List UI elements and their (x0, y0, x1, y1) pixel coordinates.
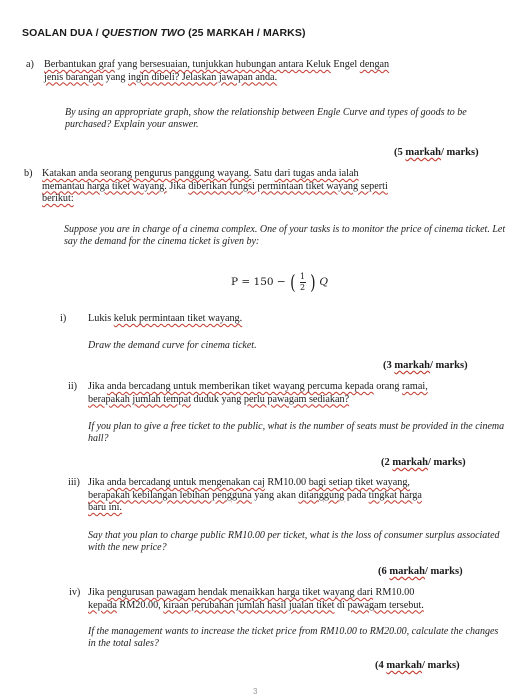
sub-i-malay: Lukis keluk permintaan tiket wayang. (88, 313, 243, 324)
sub-iv-english: If the management wants to increase the ticket price from RM10.00 to RM20.00, calculate the changes in the total sales? (88, 626, 499, 650)
part-a-marks: (5 markah/ marks) (394, 147, 479, 158)
part-b-english: Suppose you are in charge of a cinema complex. One of your tasks is to monitor the price of cinema ticket. Let say the demand for the cinema ticket is given by: (64, 224, 506, 248)
sub-iv-marks: (4 markah/ marks) (375, 660, 460, 671)
part-a-label: a) (26, 59, 34, 70)
sub-iv-label: iv) (69, 587, 81, 598)
sub-i-label: i) (60, 313, 67, 324)
page-number: 3 (253, 687, 258, 696)
sub-iii-english: Say that you plan to charge public RM10.00 per ticket, what is the loss of consumer surplus associated with the new price? (88, 530, 500, 554)
sub-ii-english: If you plan to give a free ticket to the public, what is the number of seats must be provided in the cinema hall? (88, 421, 505, 445)
sub-ii-label: ii) (68, 381, 78, 392)
sub-ii-marks: (2 markah/ marks) (381, 457, 466, 468)
part-a-english: By using an appropriate graph, show the relationship between Engle Curve and types of goods to be purchased? Explain your answer. (65, 107, 467, 131)
part-b-malay: Katakan anda seorang pengurus panggung wayang. Satu dari tugas anda ialah memantau harga tiket wayang. Jika diberikan fungsi permintaan tiket wayang seperti berikut: (42, 168, 388, 204)
sub-iii-malay: Jika anda bercadang untuk mengenakan caj RM10.00 bagi setiap tiket wayang, berapakah kebilangan lebihan pengguna yang akan ditanggung pada tingkat harga baru ini. (88, 477, 422, 513)
sub-iii-marks: (6 markah/ marks) (378, 566, 463, 577)
sub-iv-malay: Jika pengurusan pawagam hendak menaikkan harga tiket wayang dari RM10.00 kepada RM20.00, kiraan perubahan jumlah hasil jualan tiket di pawagam tersebut. (88, 587, 424, 611)
sub-iii-label: iii) (68, 477, 80, 488)
part-b-label: b) (24, 168, 33, 179)
demand-equation: P = 150 − ( $\frac{1}{2}$ ) Q (231, 270, 328, 294)
sub-i-english: Draw the demand curve for cinema ticket. (88, 340, 257, 351)
part-a-malay: Berbantukan graf yang bersesuaian, tunjukkan hubungan antara Keluk Engel dengan jenis barangan yang ingin dibeli? Jelaskan jawapan anda. (44, 59, 390, 83)
question-heading: SOALAN DUA / QUESTION TWO (25 MARKAH / MARKS) (22, 27, 306, 39)
sub-ii-malay: Jika anda bercadang untuk memberikan tiket wayang percuma kepada orang ramai, berapakah jumlah tempat duduk yang perlu pawagam sediakan? (88, 381, 428, 405)
sub-i-marks: (3 markah/ marks) (383, 360, 468, 371)
